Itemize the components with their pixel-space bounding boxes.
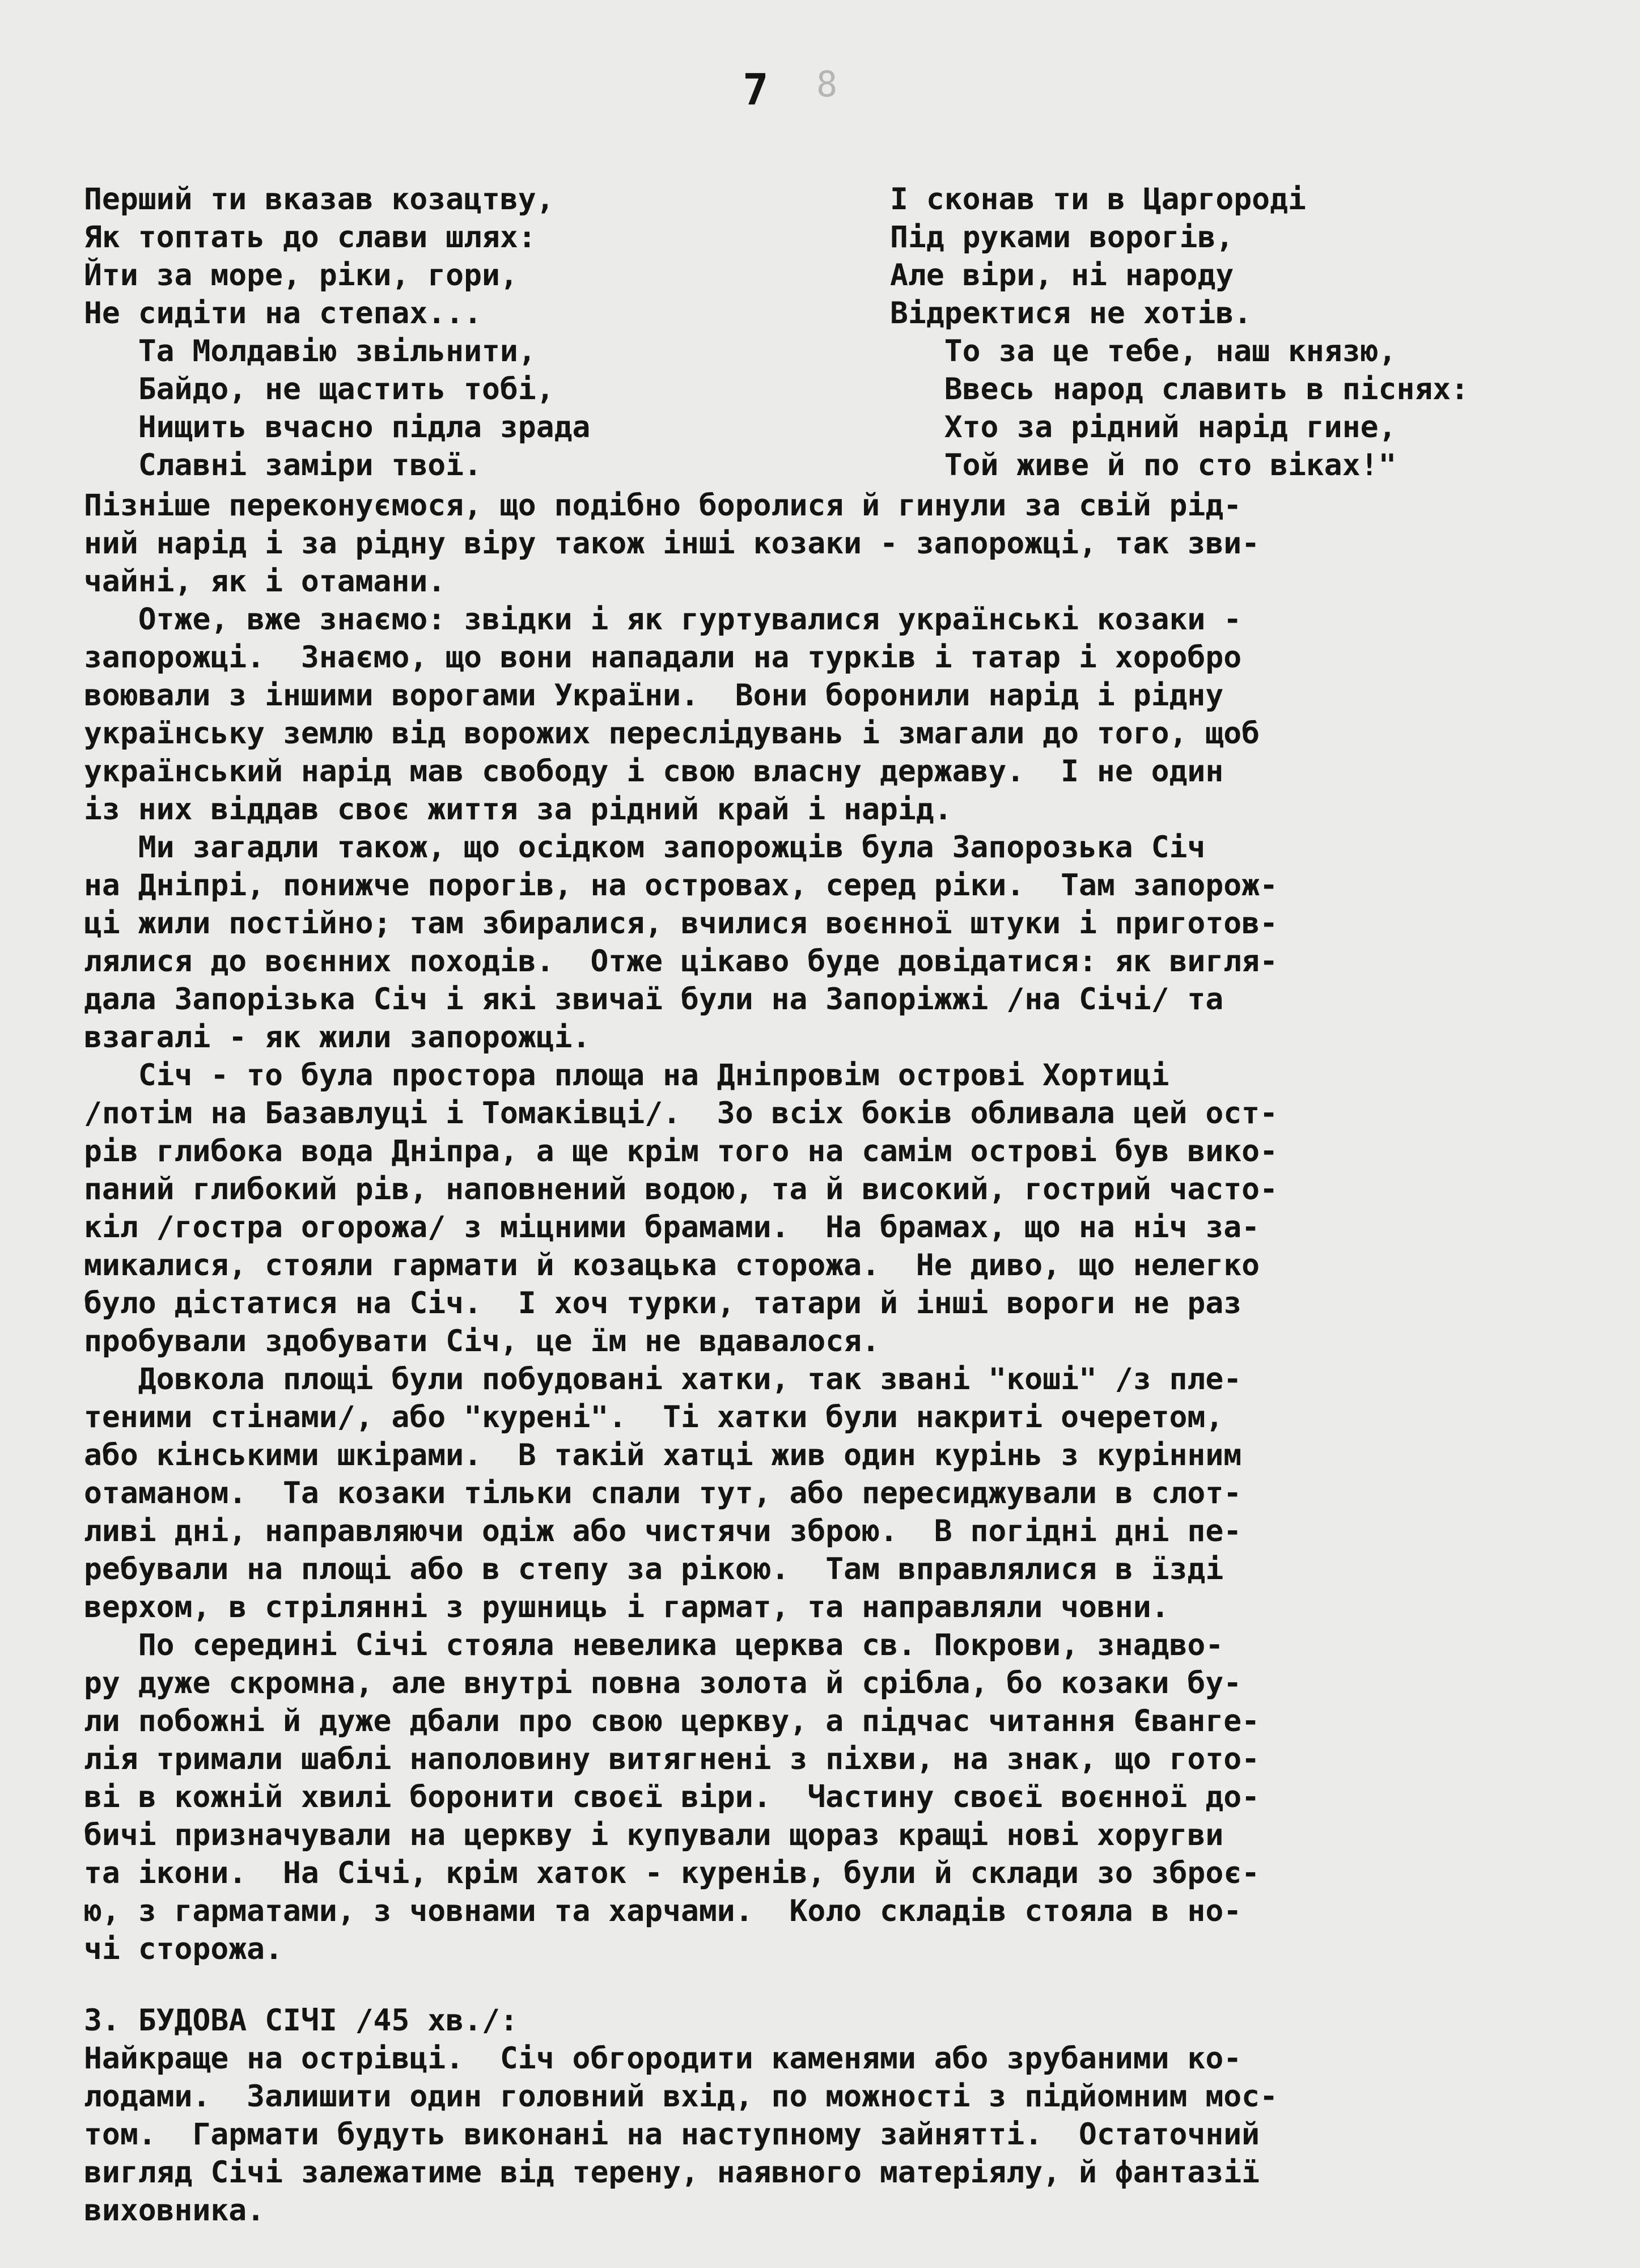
text-line: ю, з гарматами, з човнами та харчами. Коло складів стояла в но- [84, 1894, 1242, 1928]
text-line: рів глибока вода Дніпра, а ще крім того на самім острові був вико- [84, 1134, 1278, 1169]
poem-line: Перший ти вказав козацтву, [84, 182, 554, 217]
text-line: отаманом. Та козаки тільки спали тут, або пересиджували в слот- [84, 1476, 1242, 1510]
page-number-bleed-through: 8 [816, 64, 838, 105]
poem-line: І сконав ти в Царгороді [890, 182, 1306, 217]
text-line: український нарід мав свободу і свою власну державу. І не один [84, 754, 1224, 789]
text-line: та ікони. На Січі, крім хаток - куренів, були й склади зо зброє- [84, 1856, 1260, 1890]
text-line: ці жили постійно; там збиралися, вчилися воєнної штуки і приготов- [84, 906, 1278, 941]
text-line: /потім на Базавлуці і Томаківці/. Зо всіх боків обливала цей ост- [84, 1096, 1278, 1131]
poem-line: То за це тебе, наш князю, [890, 334, 1397, 369]
poem-line: Під руками ворогів, [890, 220, 1234, 255]
text-line: або кінськими шкірами. В такій хатці жив один курінь з курінним [84, 1438, 1242, 1472]
text-line: чайні, як і отамани. [84, 564, 446, 599]
poem-line: Та Молдавію звільнити, [84, 334, 536, 369]
text-line: бичі призначували на церкву і купували щораз кращі нові хоругви [84, 1818, 1224, 1852]
text-line: лялися до воєнних походів. Отже цікаво буде довідатися: як вигля- [84, 944, 1278, 979]
page-number: 7 [743, 64, 769, 115]
poem-line: Славні заміри твої. [84, 448, 482, 483]
text-line: дала Запорізька Січ і які звичаї були на Запоріжжі /на Січі/ та [84, 982, 1224, 1017]
text-line: вигляд Січі залежатиме від терену, наявного матеріялу, й фантазії [84, 2155, 1260, 2190]
text-line: том. Гармати будуть виконані на наступному зайнятті. Остаточний [84, 2117, 1260, 2152]
text-line: теними стінами/, або "курені". Ті хатки були накриті очеретом, [84, 1400, 1224, 1435]
poem-line: Йти за море, ріки, гори, [84, 258, 518, 293]
text-line: взагалі - як жили запорожці. [84, 1020, 591, 1055]
body-text [84, 486, 1580, 1968]
text-line: Отже, вже знаємо: звідки і як гуртувалися українські козаки - [84, 602, 1242, 637]
poem-line: Той живе й по сто віках!" [890, 448, 1397, 483]
text-line: Довкола площі були побудовані хатки, так звані "коші" /з пле- [84, 1362, 1242, 1397]
poem-line: Але віри, ні народу [890, 258, 1234, 293]
text-line: на Дніпрі, понижче порогів, на островах, серед ріки. Там запорож- [84, 868, 1278, 903]
text-line: лодами. Залишити один головний вхід, по можності з підйомним мос- [84, 2079, 1278, 2114]
text-line: микалися, стояли гармати й козацька сторожа. Не диво, що нелегко [84, 1248, 1260, 1283]
poem-block [84, 180, 1586, 486]
text-line: ний нарід і за рідну віру також інші козаки - запорожці, так зви- [84, 526, 1260, 561]
text-line: українську землю від ворожих переслідувань і змагали до того, щоб [84, 716, 1260, 751]
text-line: кіл /гостра огорожа/ з міцними брамами. На брамах, що на ніч за- [84, 1210, 1260, 1245]
text-line: ли побожні й дуже дбали про свою церкву, а підчас читання Єванге- [84, 1704, 1260, 1738]
poem-column-right [890, 180, 1469, 484]
text-line: Січ - то була простора площа на Дніпровім острові Хортиці [84, 1058, 1169, 1093]
text-line: По середині Січі стояла невелика церква св. Покрови, знадво- [84, 1628, 1224, 1662]
text-line: ливі дні, направляючи одіж або чистячи зброю. В погідні дні пе- [84, 1514, 1242, 1548]
poem-line: Хто за рідний нарід гине, [890, 410, 1397, 445]
text-line: паний глибокий рів, наповнений водою, та й високий, гострий часто- [84, 1172, 1278, 1207]
poem-line: Байдо, не щастить тобі, [84, 372, 554, 407]
text-line: запорожці. Знаємо, що вони нападали на турків і татар і хоробро [84, 640, 1242, 675]
text-line: було дістатися на Січ. І хоч турки, татари й інші вороги не раз [84, 1286, 1242, 1321]
poem-line: Як топтать до слави шлях: [84, 220, 536, 255]
text-line: воювали з іншими ворогами України. Вони боронили нарід і рідну [84, 678, 1224, 713]
text-line: ві в кожній хвилі боронити своєї віри. Частину своєї воєнної до- [84, 1780, 1260, 1814]
section-building-sich [84, 2002, 1580, 2229]
text-line: ру дуже скромна, але внутрі повна золота й срібла, бо козаки бу- [84, 1666, 1242, 1700]
poem-column-left [84, 180, 590, 484]
poem-line: Не сидіти на степах... [84, 296, 482, 331]
text-line: Пізніше переконуємося, що подібно боролися й гинули за свій рід- [84, 488, 1242, 523]
text-line: лія тримали шаблі наполовину витягнені з піхви, на знак, що гото- [84, 1742, 1260, 1776]
text-line: із них віддав своє життя за рідний край і нарід. [84, 792, 952, 827]
text-line: ребували на площі або в степу за рікою. Там вправлялися в їзді [84, 1552, 1224, 1586]
text-line: пробували здобувати Січ, це їм не вдавалося. [84, 1324, 880, 1359]
text-line: виховника. [84, 2193, 265, 2228]
poem-line: Ввесь народ славить в піснях: [890, 372, 1469, 407]
poem-line: Нищить вчасно підла зрада [84, 410, 591, 445]
text-line: Ми загадли також, що осідком запорожців була Запорозька Січ [84, 830, 1206, 865]
text-line: верхом, в стрілянні з рушниць і гармат, та направляли човни. [84, 1590, 1169, 1624]
section-heading: 3. БУДОВА СІЧІ /45 хв./: [84, 2003, 518, 2038]
text-line: Найкраще на острівці. Січ обгородити каменями або зрубаними ко- [84, 2041, 1242, 2076]
text-line: чі сторожа. [84, 1932, 283, 1966]
poem-line: Відректися не хотів. [890, 296, 1252, 331]
